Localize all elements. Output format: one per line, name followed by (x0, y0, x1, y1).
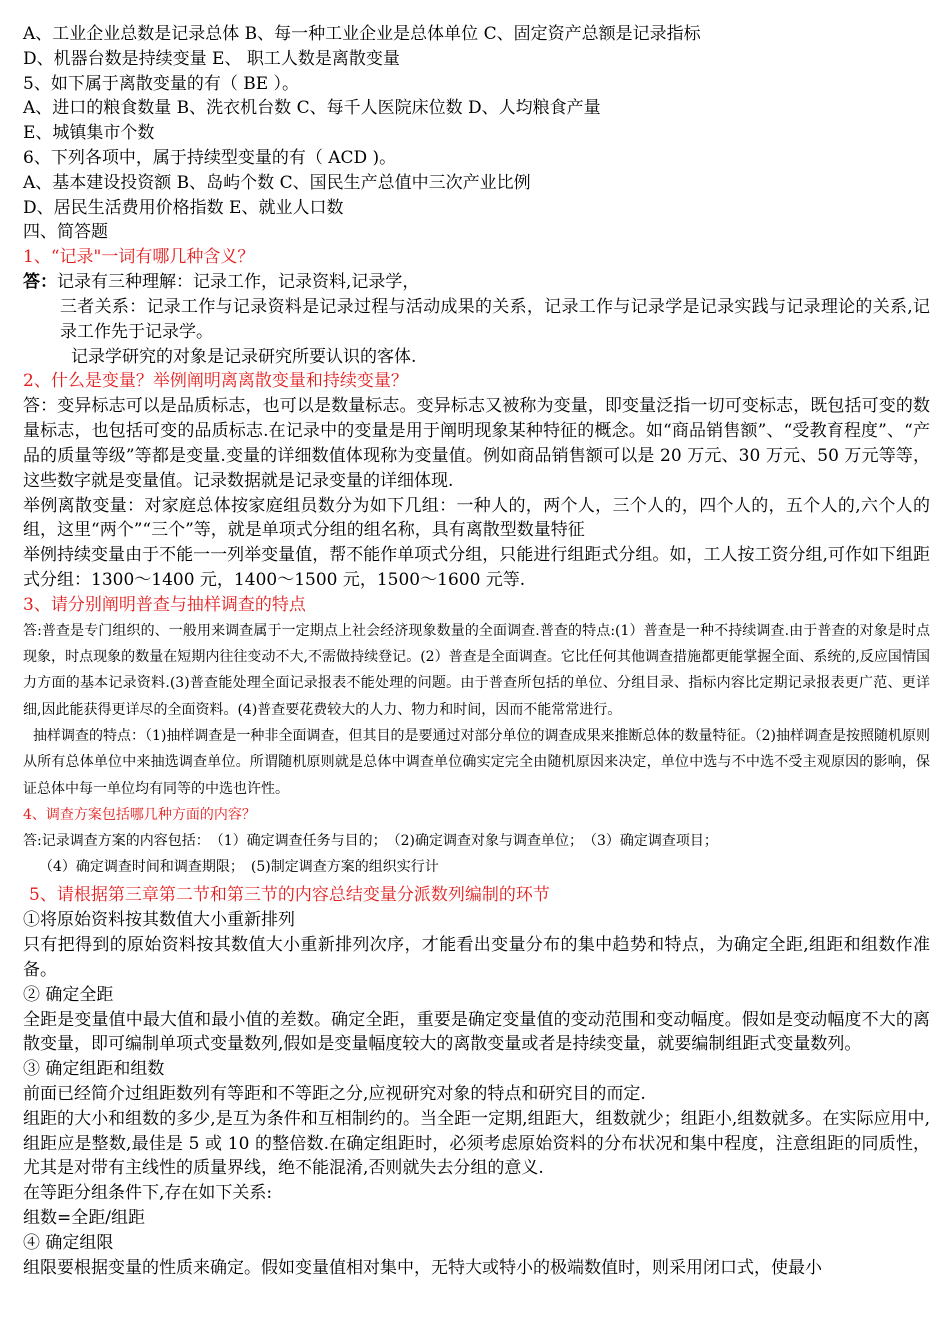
answer-2-discrete-example: 举例离散变量：对家庭总体按家庭组员数分为如下几组：一种人的，两个人，三个人的，四个人的，五个人的,六个人的组，这里“两个”“三个”等，就是单项式分组的组名称，具有离散型数量特征 (23, 495, 930, 541)
option-line: D、居民生活费用价格指数 E、就业人口数 (23, 197, 344, 218)
answer-2-paragraph: 答：变异标志可以是品质标志，也可以是数量标志。变异标志又被称为变量，即变量泛指一切可变标志，既包括可变的数量标志，也包括可变的品质标志.在记录中的变量是用于阐明现象某种特征的概念。如“商品销售额”、“受教育程度”、“产品的质量等级”等都是变量.变量的详细数值体现称为变量值。例如商品销售额可以是 20 万元、30 万元、50 万元等等，这些数字就是变量值。记录数据就是记录变量的详细体现. (23, 396, 930, 491)
answer-4-line-2: （4）确定调查时间和调查期限； (5)制定调查方案的组织实行计 (39, 859, 439, 876)
question-5-title: 5、请根据第三章第二节和第三节的内容总结变量分派数列编制的环节 (29, 885, 550, 906)
question-line: 6、下列各项中，属于持续型变量的有（ ACD )。 (23, 147, 397, 168)
step-3-text-1: 前面已经简介过组距数列有等距和不等距之分,应视研究对象的特点和研究目的而定. (23, 1083, 646, 1104)
question-2-title: 2、什么是变量？举例阐明离离散变量和持续变量？ (23, 371, 408, 392)
answer-1-object: 记录学研究的对象是记录研究所要认识的客体. (71, 346, 417, 367)
question-1-title: 1、“记录"一词有哪几种含义？ (23, 247, 255, 268)
question-3-title: 3、请分别阐明普查与抽样调查的特点 (23, 594, 306, 615)
answer-1-relation (23, 295, 930, 345)
step-3-heading: ③ 确定组距和组数 (23, 1059, 165, 1080)
step-4-text: 组限要根据变量的性质来确定。假如变量值相对集中，无特大或特小的极端数值时，则采用闭口式，使最小 (23, 1257, 822, 1278)
step-3-formula: 组数=全距/组距 (23, 1207, 145, 1228)
section-heading: 四、简答题 (23, 222, 108, 243)
option-line: D、机器台数是持续变量 E、 职工人数是离散变量 (23, 48, 400, 69)
step-1-text: 只有把得到的原始资料按其数值大小重新排列次序，才能看出变量分布的集中趋势和特点，为确定全距,组距和组数作准备。 (23, 935, 930, 980)
answer-1-relation-text: 三者关系：记录工作与记录资料是记录过程与活动成果的关系，记录工作与记录学是记录实践与记录理论的关系,记录工作先于记录学。 (60, 296, 930, 342)
question-line: 5、如下属于离散变量的有（ BE ）。 (23, 73, 300, 94)
step-3-text-3: 在等距分组条件下,存在如下关系: (23, 1183, 273, 1204)
answer-2-continuous-example: 举例持续变量由于不能一一列举变量值，帮不能作单项式分组，只能进行组距式分组。如，工人按工资分组,可作如下组距式分组：1300～1400 元，1400～1500 元，1500～1600 元等. (23, 545, 930, 590)
option-line: A、基本建设投资额 B、岛屿个数 C、国民生产总值中三次产业比例 (23, 172, 531, 193)
step-2-heading: ② 确定全距 (23, 984, 114, 1005)
option-line: A、工业企业总数是记录总体 B、每一种工业企业是总体单位 C、固定资产总额是记录指标 (23, 24, 701, 44)
step-3-text-2: 组距的大小和组数的多少,是互为条件和互相制约的。当全距一定期,组距大，组数就少；组距小,组数就多。在实际应用中,组距应是整数,最佳是 5 或 10 的整倍数.在确定组距时，必须考虑原始资料的分布状况和集中程度，注意组距的同质性，尤其是对带有主线性的质量界线，绝不能混淆,否则就失去分组的意义. (23, 1108, 930, 1179)
question-4-title: 4、调查方案包括哪几种方面的内容？ (23, 806, 256, 823)
option-line: A、进口的粮食数量 B、洗衣机台数 C、每千人医院床位数 D、人均粮食产量 (23, 98, 601, 119)
option-line: E、城镇集市个数 (23, 123, 155, 144)
answer-label: 答： (23, 272, 57, 293)
answer-3-census: 答:普查是专门组织的、一般用来调查属于一定期点上社会经济现象数量的全面调查.普查的特点:(1）普查是一种不持续调查.由于普查的对象是时点现象，时点现象的数量在短期内往往变动不大,不需做持续登记。(2）普查是全面调查。它比任何其他调查措施都更能掌握全面、系统的,反应国情国力方面的基本记录资料.(3)普查能处理全面记录报表不能处理的问题。由于普查所包括的单位、分组目录、指标内容比定期记录报表更广范、更详细,因此能获得更详尽的全面资料。(4)普查要花费较大的人力、物力和时间，因而不能常常进行。 (23, 622, 930, 718)
answer-1-text: 记录有三种理解：记录工作，记录资料,记录学， (57, 272, 420, 293)
step-1-heading: ①将原始资料按其数值大小重新排列 (23, 910, 295, 931)
answer-3-sampling: 抽样调查的特点：（1)抽样调查是一种非全面调查，但其目的是要通过对部分单位的调查成果来推断总体的数量特征。（2)抽样调查是按照随机原则从所有总体单位中来抽选调查单位。所谓随机原则就是总体中调查单位确实定完全由随机原因来决定，单位中选与不中选不受主观原因的影响，保证总体中每一单位均有同等的中选也许性。 (23, 727, 930, 797)
step-4-heading: ④ 确定组限 (23, 1232, 114, 1253)
answer-1-line (23, 270, 930, 295)
step-2-text: 全距是变量值中最大值和最小值的差数。确定全距，重要是确定变量值的变动范围和变动幅度。假如是变动幅度不大的离散变量，即可编制单项式变量数列,假如是变量幅度较大的离散变量或者是持续变量，就要编制组距式变量数列。 (23, 1009, 930, 1055)
answer-4-line-1: 答:记录调查方案的内容包括： （1）确定调查任务与目的； （2)确定调查对象与调查单位； （3）确定调查项目； (23, 832, 718, 849)
